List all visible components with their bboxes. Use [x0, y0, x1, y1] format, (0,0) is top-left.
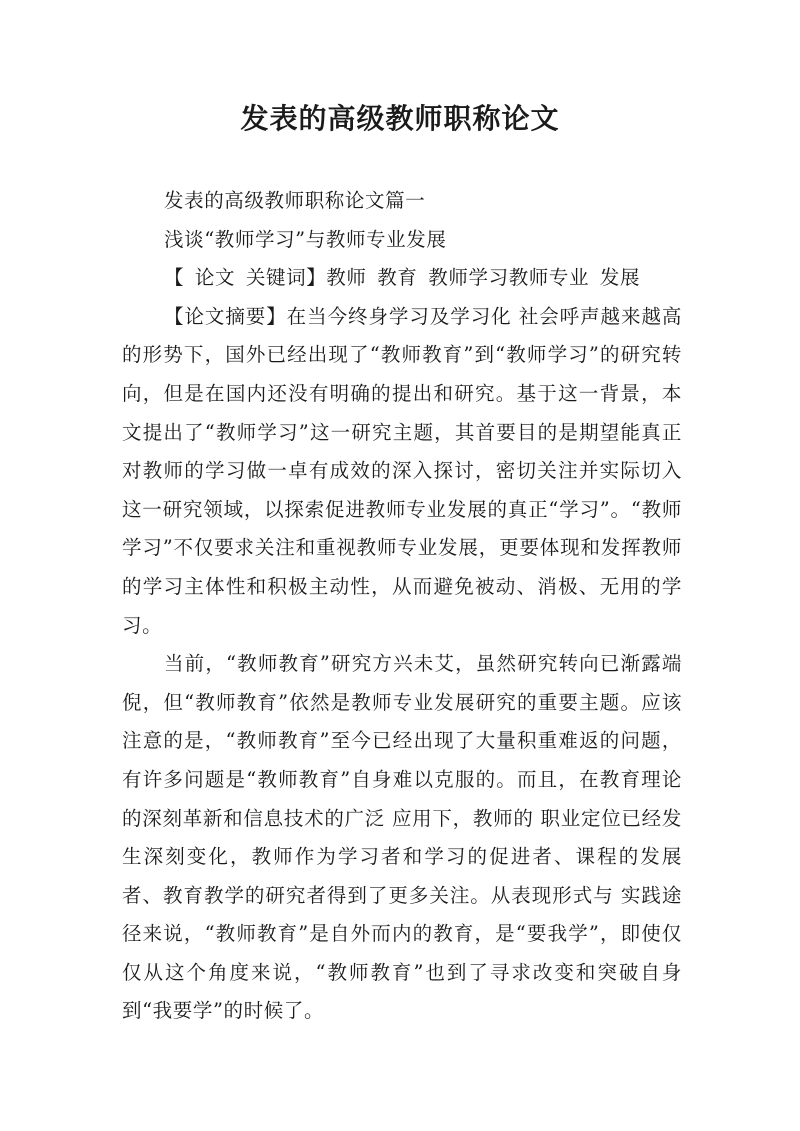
- abstract-paragraph: 【论文摘要】在当今终身学习及学习化 社会呼声越来越高的形势下，国外已经出现了“教师教育”到“教师学习”的研究转向，但是在国内还没有明确的提出和研究。基于这一背景，本文提出了“教师学习”这一研究主题，其首要目的是期望能真正对教师的学习做一卓有成效的深入探讨，密切关注并实际切入这一研究领域，以探索促进教师专业发展的真正“学习”。“教师学习”不仅要求关注和重视教师专业发展，更要体现和发挥教师的学习主体性和积极主动性，从而避免被动、消极、无用的学习。: [122, 304, 682, 637]
- document-title: 发表的高级教师职称论文: [240, 102, 560, 135]
- article-title: 浅谈“教师学习”与教师专业发展: [164, 227, 447, 251]
- document-body: [122, 182, 682, 1031]
- section-heading: 发表的高级教师职称论文篇一: [164, 189, 426, 212]
- body-paragraph: 当前，“教师教育”研究方兴未艾，虽然研究转向已渐露端倪，但“教师教育”依然是教师专业发展研究的重要主题。应该注意的是，“教师教育”至今已经出现了大量积重难返的问题，有许多问题是“教师教育”自身难以克服的。而且，在教育理论的深刻革新和信息技术的广泛 应用下，教师的 职业定位已经发生深刻变化，教师作为学习者和学习的促进者、课程的发展者、教育教学的研究者得到了更多关注。从表现形式与 实践途径来说，“教师教育”是自外而内的教育，是“要我学”，即使仅仅从这个角度来说，“教师教育”也到了寻求改变和突破自身到“我要学”的时候了。: [122, 652, 682, 1023]
- keywords-line: 【 论文 关键词】教师 教育 教师学习教师专业 发展: [164, 266, 641, 290]
